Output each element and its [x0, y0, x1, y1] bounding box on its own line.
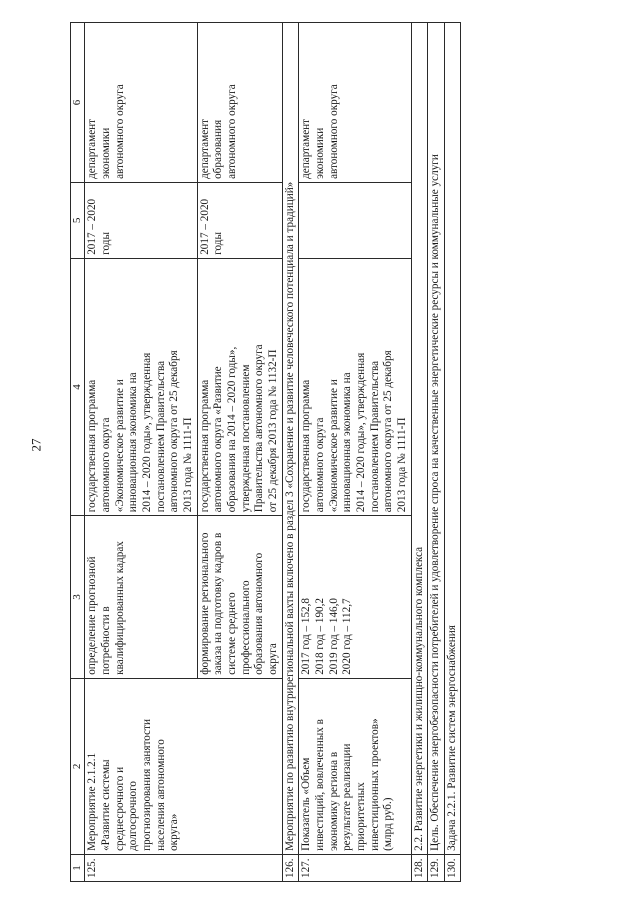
row-number: 125.: [85, 854, 282, 881]
period-cell: 2017 – 2020 годы: [197, 182, 282, 258]
row-number: 126.: [282, 854, 299, 881]
column-number: 1: [71, 854, 85, 881]
table-row: [299, 23, 411, 882]
program-reference: государственная программа автономного округа «Развитие образования на 2014 – 2020 годы», утвержденная постановлением Правительства автономного округа от 25 декабря 2013 года № 1132-П: [197, 258, 282, 515]
task-cell: Задача 2.2.1. Развитие систем энергоснабжения: [444, 23, 461, 855]
measures-table: [70, 22, 461, 882]
table-row: [282, 23, 299, 882]
row-number: 130.: [444, 854, 461, 881]
column-number: 4: [71, 258, 85, 515]
indicator-name: Показатель «Объем инвестиций, вовлеченных в экономику региона в результате реализации приоритетных инвестиционных проектов» (млрд руб.): [299, 678, 411, 854]
merged-note-cell: Мероприятие по развитию внутрирегиональной вахты включено в раздел 3 «Сохранение и развитие человеческого потенциала и традиций»: [282, 23, 299, 855]
column-number: 6: [71, 23, 85, 183]
responsible-cell: департамент экономики автономного округа: [299, 23, 411, 183]
column-number: 5: [71, 182, 85, 258]
responsible-cell: департамент образования автономного округа: [197, 23, 282, 183]
section-heading-cell: 2.2. Развитие энергетики и жилищно-коммунального комплекса: [411, 23, 428, 855]
table-row: [411, 23, 428, 882]
measure-content: формирование регионального заказа на подготовку кадров в системе среднего профессионального образования автономного округа: [197, 516, 282, 679]
program-reference: государственная программа автономного округа «Экономическое развитие и инновационная экономика на 2014 – 2020 годы», утвержденная постановлением Правительства автономного округа от 25 декабря 2013 года № 1111-П: [85, 258, 197, 515]
table-row: [444, 23, 461, 882]
table-row: [428, 23, 445, 882]
row-number: 127.: [299, 854, 411, 881]
goal-cell: Цель. Обеспечение энергобезопасности потребителей и удовлетворение спроса на качественные энергетические ресурсы и коммунальные услуги: [428, 23, 445, 855]
period-cell: [299, 182, 411, 258]
program-reference: государственная программа автономного округа «Экономическое развитие и инновационная экономика на 2014 – 2020 годы», утвержденная постановлением Правительства автономного округа от 25 декабря 2013 года № 1111-П: [299, 258, 411, 515]
column-number-row: [71, 23, 85, 882]
measure-name: Мероприятие 2.1.2.1 «Развитие системы среднесрочного и долгосрочного прогнозирования занятости населения автономного округа»: [85, 678, 282, 854]
indicator-values: 2017 год – 152,8 2018 год – 190,2 2019 год – 146,0 2020 год – 112,7: [299, 516, 411, 679]
responsible-cell: департамент экономики автономного округа: [85, 23, 197, 183]
column-number: 2: [71, 678, 85, 854]
page-number: 27: [28, 438, 44, 452]
column-number: 3: [71, 516, 85, 679]
rotated-table-area: [70, 22, 590, 882]
row-number: 129.: [428, 854, 445, 881]
period-cell: 2017 – 2020 годы: [85, 182, 197, 258]
table-row: [85, 23, 197, 882]
row-number: 128.: [411, 854, 428, 881]
measure-content: определение прогнозной потребности в квалифицированных кадрах: [85, 516, 197, 679]
